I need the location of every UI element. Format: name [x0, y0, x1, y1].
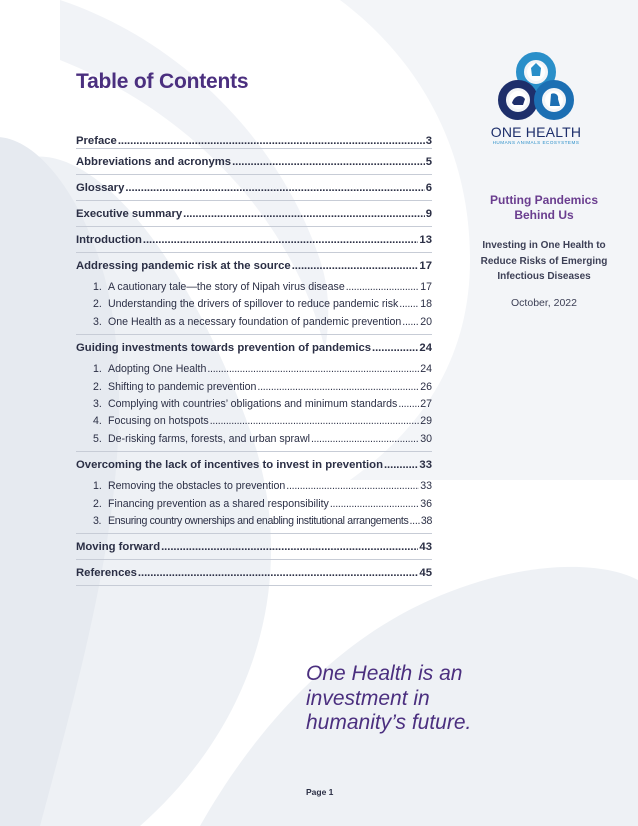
toc-subentry[interactable]: [76, 513, 432, 530]
quote-line: investment in: [306, 686, 430, 710]
toc-subentry[interactable]: [76, 314, 432, 331]
dot-leader: [346, 279, 419, 296]
subentry-number: 3.: [93, 397, 102, 410]
subentry-page: 17: [420, 281, 432, 293]
dot-leader: [118, 134, 425, 148]
dot-leader: [161, 540, 418, 554]
subentry-page: 18: [420, 298, 432, 311]
subentry-page: 26: [420, 380, 432, 393]
subentry-page: 29: [420, 415, 432, 428]
toc-entry-title: Abbreviations and acronyms: [76, 156, 232, 168]
toc-entry-page: 5: [425, 156, 432, 168]
subentry-number: 3.: [93, 315, 102, 328]
toc-entry-title: References: [76, 567, 137, 580]
toc-subentry[interactable]: [76, 379, 432, 396]
toc-entry-title: Overcoming the lack of incentives to invest in prevention: [76, 459, 383, 472]
toc-entry-page: 33: [419, 459, 432, 472]
report-subtitle-line: Infectious Diseases: [497, 271, 591, 282]
table-of-contents: [76, 124, 432, 586]
toc-entry-page: 24: [419, 342, 432, 355]
subentry-number: 1.: [93, 281, 102, 293]
subentry-page: 36: [420, 497, 432, 510]
subentry-page: 38: [420, 514, 432, 527]
toc-entry-abbreviations[interactable]: [76, 149, 432, 175]
toc-entry-moving-forward[interactable]: [76, 534, 432, 560]
subentry-page: 27: [420, 397, 432, 410]
subentry-page: 33: [420, 480, 432, 493]
toc-section-overcoming: [76, 452, 432, 534]
subentry-page: 30: [420, 432, 432, 445]
page-number: Page 1: [306, 787, 334, 797]
dot-leader: [372, 341, 418, 355]
dot-leader: [138, 566, 419, 580]
subentry-number: 2.: [93, 298, 102, 311]
toc-entry-page: 9: [425, 208, 432, 220]
toc-subentry[interactable]: [76, 478, 432, 495]
logo-subtitle: HUMANS ANIMALS ECOSYSTEMS: [492, 140, 580, 145]
toc-entry-introduction[interactable]: [76, 227, 432, 253]
dot-leader: [286, 478, 419, 495]
toc-section-guiding: [76, 335, 432, 452]
dot-leader: [257, 379, 419, 396]
toc-entry-title: Glossary: [76, 182, 125, 194]
report-date: October, 2022: [511, 297, 577, 309]
dot-leader: [311, 431, 419, 448]
quote-line: One Health is an: [306, 662, 463, 685]
toc-entry-page: 6: [425, 182, 432, 194]
dot-leader: [398, 396, 419, 413]
toc-entry-title: Executive summary: [76, 208, 183, 220]
subentry-title: Complying with countries’ obligations and minimum standards: [108, 397, 398, 410]
toc-subentry[interactable]: [76, 279, 432, 296]
logo-title: ONE HEALTH: [490, 124, 582, 140]
report-subtitle-line: Reduce Risks of Emerging: [480, 255, 608, 267]
dot-leader: [399, 296, 419, 313]
toc-entry-title: Introduction: [76, 234, 142, 246]
toc-subentry[interactable]: [76, 361, 432, 378]
subentry-number: 5.: [93, 432, 102, 445]
subentry-title: Ensuring country ownerships and enabling institutional arrangements: [108, 514, 409, 527]
toc-subentry[interactable]: [76, 413, 432, 430]
toc-entry-overcoming[interactable]: [76, 452, 432, 478]
toc-entry-preface[interactable]: [76, 124, 432, 149]
toc-entry-guiding[interactable]: [76, 335, 432, 361]
toc-entry-title: Moving forward: [76, 541, 161, 554]
report-subtitle-line: Investing in One Health to: [482, 240, 606, 251]
report-subtitle: [462, 238, 626, 285]
subentry-title: Financing prevention as a shared responsibility: [108, 497, 329, 510]
subentry-page: 20: [420, 315, 432, 328]
subentry-title: Shifting to pandemic prevention: [108, 380, 257, 393]
pull-quote: [306, 662, 536, 736]
dot-leader: [384, 458, 418, 472]
subentry-page: 24: [420, 363, 432, 376]
subentry-title: Understanding the drivers of spillover to reduce pandemic risk: [108, 298, 399, 311]
toc-entry-title: Preface: [76, 135, 117, 147]
toc-entry-references[interactable]: [76, 560, 432, 586]
toc-entry-page: 43: [419, 541, 432, 554]
toc-entry-page: 17: [419, 260, 432, 272]
subentry-title: A cautionary tale—the story of Nipah virus disease: [108, 281, 345, 293]
report-title-line: Putting Pandemics: [489, 193, 599, 207]
toc-section-addressing: [76, 253, 432, 335]
subentry-number: 1.: [93, 363, 102, 376]
dot-leader: [210, 413, 420, 430]
subentry-title: Focusing on hotspots: [108, 415, 209, 428]
toc-entry-page: 13: [419, 234, 432, 246]
subentry-title: One Health as a necessary foundation of pandemic prevention: [108, 315, 402, 328]
report-title-line: Behind Us: [514, 208, 574, 222]
quote-line: humanity’s future.: [306, 711, 472, 734]
toc-entry-title: Addressing pandemic risk at the source: [76, 260, 291, 272]
dot-leader: [409, 513, 419, 530]
toc-subentry[interactable]: [76, 431, 432, 448]
subentry-number: 2.: [93, 497, 102, 510]
dot-leader: [232, 155, 425, 169]
subentry-number: 3.: [93, 514, 102, 527]
toc-entry-page: 3: [425, 135, 432, 147]
toc-entry-executive-summary[interactable]: [76, 201, 432, 227]
toc-subentry[interactable]: [76, 496, 432, 513]
report-title: [462, 193, 626, 223]
toc-title: Table of Contents: [76, 70, 249, 93]
dot-leader: [125, 181, 424, 195]
subentry-title: Adopting One Health: [108, 363, 207, 376]
toc-entry-glossary[interactable]: [76, 175, 432, 201]
subentry-title: Removing the obstacles to prevention: [108, 480, 286, 493]
dot-leader: [183, 207, 425, 221]
toc-entry-page: 45: [419, 567, 432, 580]
toc-subentry[interactable]: [76, 396, 432, 413]
dot-leader: [143, 233, 419, 247]
dot-leader: [207, 361, 419, 378]
toc-entry-addressing[interactable]: [76, 253, 432, 279]
one-health-logo-icon: [488, 50, 584, 124]
subentry-number: 1.: [93, 480, 102, 493]
toc-entry-title: Guiding investments towards prevention of pandemics: [76, 342, 372, 355]
dot-leader: [402, 314, 419, 331]
dot-leader: [292, 259, 419, 273]
subentry-number: 2.: [93, 380, 102, 393]
subentry-number: 4.: [93, 415, 102, 428]
subentry-title: De-risking farms, forests, and urban sprawl: [108, 432, 310, 445]
toc-subentry[interactable]: [76, 296, 432, 313]
dot-leader: [330, 496, 419, 513]
